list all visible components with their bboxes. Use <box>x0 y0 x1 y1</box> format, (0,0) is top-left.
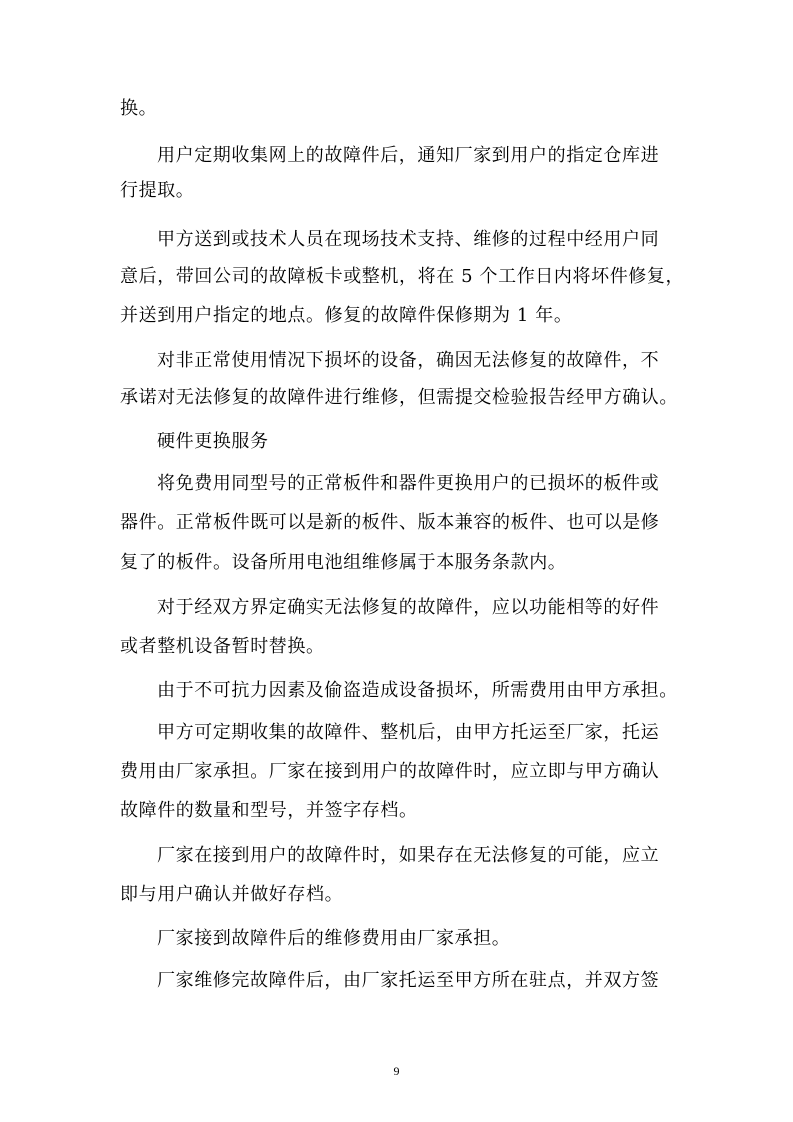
text-line: 对非正常使用情况下损坏的设备，确因无法修复的故障件，不 <box>157 350 660 371</box>
text-line: 意后，带回公司的故障板卡或整机，将在 5 个工作日内将坏件修复， <box>120 266 685 287</box>
text-line: 甲方送到或技术人员在现场技术支持、维修的过程中经用户同 <box>157 229 660 250</box>
text-line: 即与用户确认并做好存档。 <box>120 884 344 905</box>
page-number: 9 <box>393 1064 400 1078</box>
text-line: 并送到用户指定的地点。修复的故障件保修期为 1 年。 <box>120 305 573 326</box>
text-line: 甲方可定期收集的故障件、整机后，由甲方托运至厂家，托运 <box>157 722 660 743</box>
text-line: 或者整机设备暂时替换。 <box>120 636 325 657</box>
text-line: 费用由厂家承担。厂家在接到用户的故障件时，应立即与甲方确认 <box>120 761 660 782</box>
text-line: 复了的板件。设备所用电池组维修属于本服务条款内。 <box>120 552 567 573</box>
text-line: 厂家接到故障件后的维修费用由厂家承担。 <box>157 928 511 949</box>
text-line: 器件。正常板件既可以是新的板件、版本兼容的板件、也可以是修 <box>120 512 660 533</box>
text-line: 对于经双方界定确实无法修复的故障件，应以功能相等的好件 <box>157 597 660 618</box>
text-line: 厂家在接到用户的故障件时，如果存在无法修复的可能，应立 <box>157 845 660 866</box>
text-line: 用户定期收集网上的故障件后，通知厂家到用户的指定仓库进 <box>157 145 660 166</box>
text-line: 将免费用同型号的正常板件和器件更换用户的已损坏的板件或 <box>157 473 660 494</box>
text-line: 由于不可抗力因素及偷盗造成设备损坏，所需费用由甲方承担。 <box>157 680 678 701</box>
text-line: 换。 <box>120 98 158 119</box>
text-line: 故障件的数量和型号，并签字存档。 <box>120 800 418 821</box>
text-line: 行提取。 <box>120 180 195 201</box>
text-line: 厂家维修完故障件后，由厂家托运至甲方所在驻点，并双方签 <box>157 970 660 991</box>
text-line: 承诺对无法修复的故障件进行维修，但需提交检验报告经甲方确认。 <box>120 387 678 408</box>
section-heading: 硬件更换服务 <box>157 431 269 452</box>
